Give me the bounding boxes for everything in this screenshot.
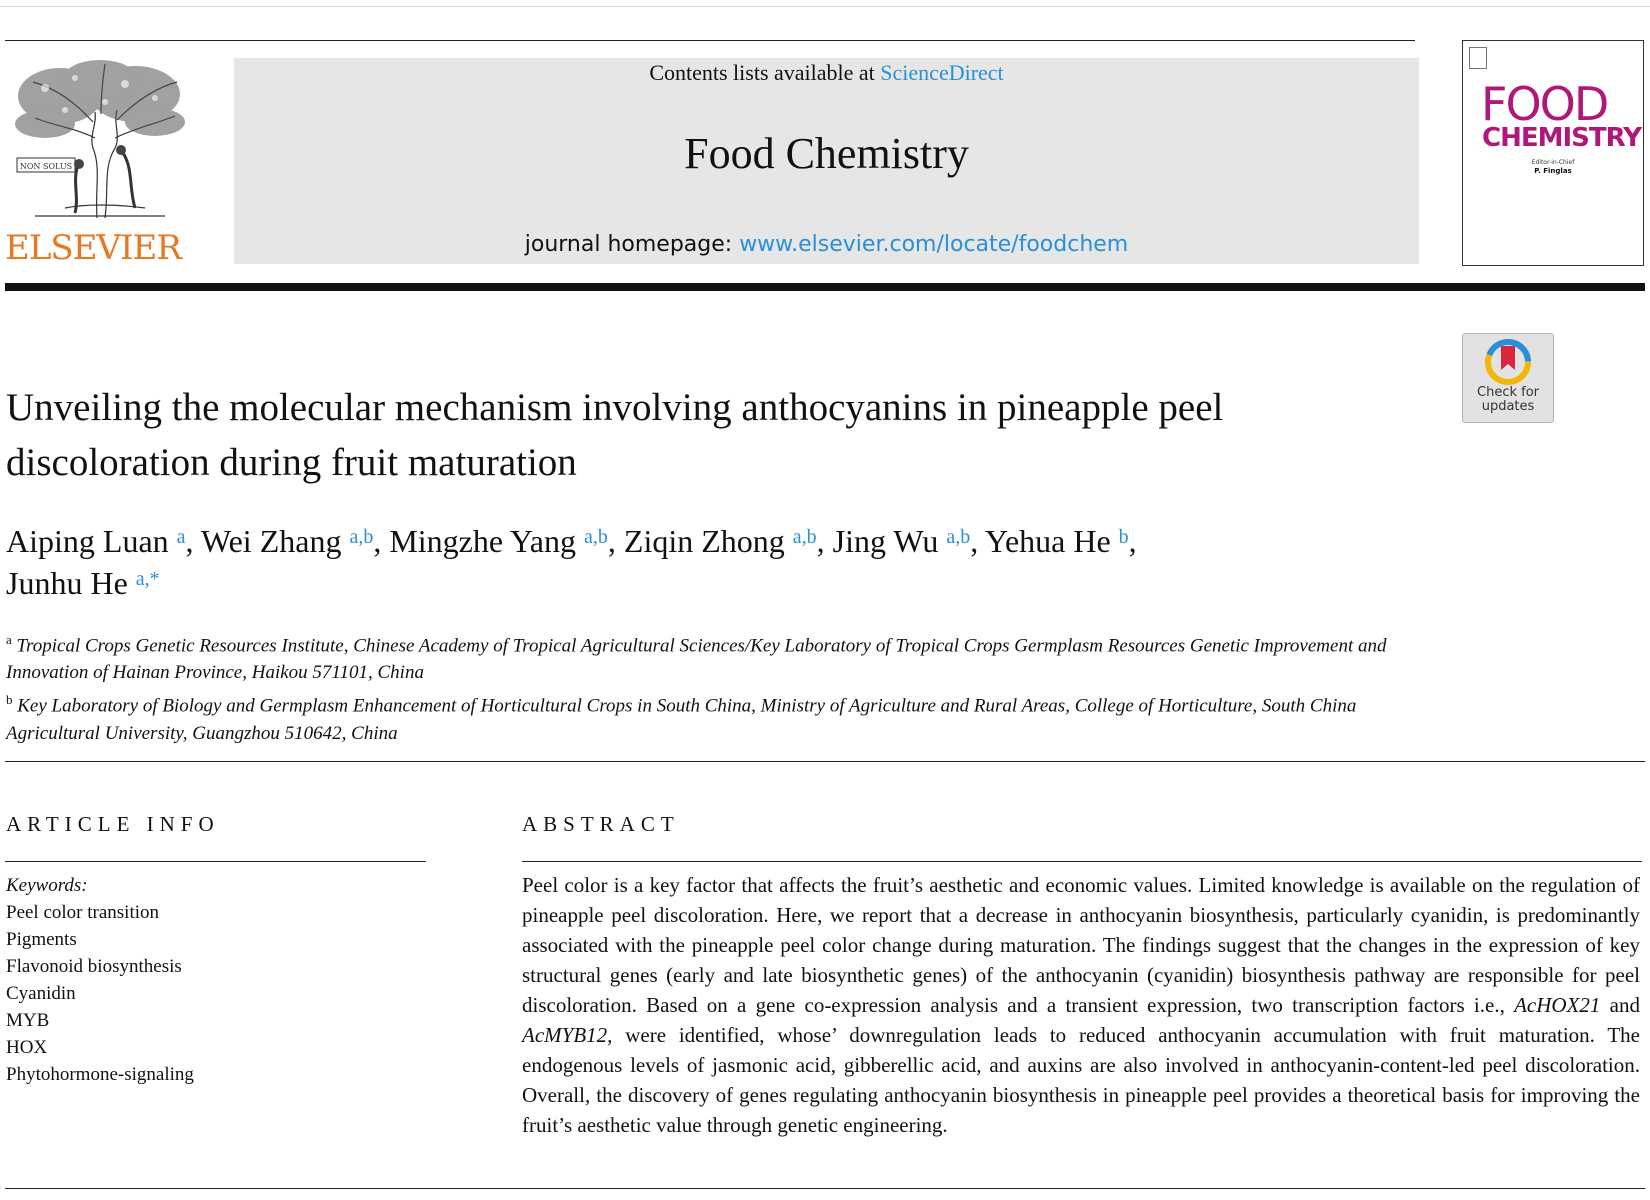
section-divider xyxy=(5,761,1645,762)
bottom-rule xyxy=(5,1188,1645,1189)
keyword-item: Phytohormone-signaling xyxy=(6,1064,194,1085)
svg-text:NON SOLUS: NON SOLUS xyxy=(19,162,73,171)
keywords-label: Keywords: xyxy=(6,875,88,896)
affiliations xyxy=(6,626,1426,747)
affiliation-b xyxy=(6,686,1426,746)
check-for-updates-badge[interactable] xyxy=(1462,333,1554,423)
gene-name: AcMYB12, xyxy=(522,1023,613,1047)
keyword-item: HOX xyxy=(6,1037,48,1058)
abstract-heading: ABSTRACT xyxy=(522,812,680,836)
author-name[interactable]: Aiping Luan xyxy=(6,523,169,559)
cover-title-food: FOOD xyxy=(1481,77,1608,131)
header-top-rule xyxy=(5,40,1415,41)
abstract-text: and xyxy=(1600,993,1641,1017)
check-updates-line1: Check for xyxy=(1477,385,1539,400)
keyword-item: Pigments xyxy=(6,929,77,950)
author-name[interactable]: Junhu He xyxy=(6,565,128,601)
homepage-line xyxy=(234,232,1419,257)
abstract-rule xyxy=(522,861,1642,862)
contents-prefix: Contents lists available at xyxy=(649,60,881,85)
header-thick-rule xyxy=(5,283,1645,291)
author-affiliation-ref[interactable]: a,b xyxy=(349,526,374,548)
author-name[interactable]: Yehua He xyxy=(985,523,1111,559)
author-affiliation-ref[interactable]: a,b xyxy=(792,526,817,548)
keyword-item: Cyanidin xyxy=(6,983,76,1004)
homepage-prefix: journal homepage: xyxy=(524,232,740,257)
cover-editor-name: P. Finglas xyxy=(1534,167,1572,175)
author-affiliation-ref[interactable]: a,b xyxy=(584,526,608,548)
abstract-body xyxy=(522,870,1640,1140)
elsevier-wordmark: ELSEVIER xyxy=(5,228,181,268)
journal-cover xyxy=(1462,40,1644,266)
article-title: Unveiling the molecular mechanism involving anthocyanins in pineapple peel discoloration during fruit maturation xyxy=(6,386,1224,484)
affiliation-text: Key Laboratory of Biology and Germplasm Enhancement of Horticultural Crops in South China, Ministry of Agriculture and Rural Areas, College of Horticulture, South China Agricultural University, Guangzhou 510642, China xyxy=(6,695,1357,744)
abstract-text: Peel color is a key factor that affects the fruit’s aesthetic and economic values. Limited knowledge is available on the regulation of pineapple peel discoloration. Here, we report that a decrease in anthocyanin biosynthesis, particularly cyanidin, is predominantly associated with the pineapple peel color change during maturation. The findings suggest that the changes in the expression of key structural genes (early and late biosynthetic genes) of the anthocyanin (cyanidin) biosynthesis pathway are responsible for peel discoloration. Based on a gene co-expression analysis and a transient expression, two transcription factors i.e., xyxy=(522,873,1640,1017)
affiliation-text: Tropical Crops Genetic Resources Institute, Chinese Academy of Tropical Agricultural Sciences/Key Laboratory of Tropical Crops Germplasm Resources Genetic Improvement and Innovation of Hainan Province, Haikou 571101, China xyxy=(6,635,1387,684)
top-divider xyxy=(0,6,1650,7)
abstract-text: were identified, whose’ downregulation leads to reduced anthocyanin accumulation with fruit maturation. The endogenous levels of jasmonic acid, gibberellic acid, and auxins are also involved in anthocyanin-content-led peel discoloration. Overall, the discovery of genes regulating anthocyanin biosynthesis in pineapple peel provides a theoretical basis for improving the fruit’s aesthetic value through genetic engineering. xyxy=(522,1023,1640,1137)
author-affiliation-ref[interactable]: b xyxy=(1118,526,1129,548)
journal-header xyxy=(234,58,1419,264)
author-name[interactable]: Ziqin Zhong xyxy=(623,523,785,559)
author-affiliation-ref[interactable]: a xyxy=(176,526,186,548)
author-name[interactable]: Jing Wu xyxy=(832,523,939,559)
journal-title: Food Chemistry xyxy=(684,129,969,178)
keyword-item: Flavonoid biosynthesis xyxy=(6,956,182,977)
check-updates-text xyxy=(1463,386,1553,414)
contents-line xyxy=(234,60,1419,86)
author-affiliation-ref[interactable]: a,* xyxy=(135,568,160,590)
check-updates-line2: updates xyxy=(1481,399,1535,414)
article-info-rule xyxy=(5,861,426,862)
author-name[interactable]: Wei Zhang xyxy=(200,523,342,559)
article-info-heading: ARTICLE INFO xyxy=(6,812,220,836)
author-affiliation-ref[interactable]: a,b xyxy=(946,526,971,548)
affiliation-key: b xyxy=(6,692,13,708)
keyword-item: MYB xyxy=(6,1010,50,1031)
affiliation-key: a xyxy=(6,632,12,647)
author-name[interactable]: Mingzhe Yang xyxy=(389,523,576,559)
keyword-item: Peel color transition xyxy=(6,902,160,923)
gene-name: AcHOX21 xyxy=(1514,993,1601,1017)
author-list: Aiping Luan $^a$, Wei Zhang $^{a,b}$, Mingzhe Yang $^{a,b}$, Ziqin Zhong $^{a,b}$, Jing Wu $^{a,b}$, Yehua He $^b$, Junhu He $^{a,*}$ xyxy=(6,523,1137,601)
check-updates-icon xyxy=(1463,334,1553,386)
journal-homepage-link[interactable]: www.elsevier.com/locate/foodchem xyxy=(739,232,1129,257)
keywords-list xyxy=(6,872,194,1088)
affiliation-a xyxy=(6,626,1426,686)
cover-title-chemistry: CHEMISTRY xyxy=(1482,123,1642,153)
cover-elsevier-mini-logo xyxy=(1469,47,1487,69)
cover-editor-label: Editor-in-Chief xyxy=(1531,159,1575,166)
sciencedirect-link[interactable]: ScienceDirect xyxy=(880,60,1004,85)
